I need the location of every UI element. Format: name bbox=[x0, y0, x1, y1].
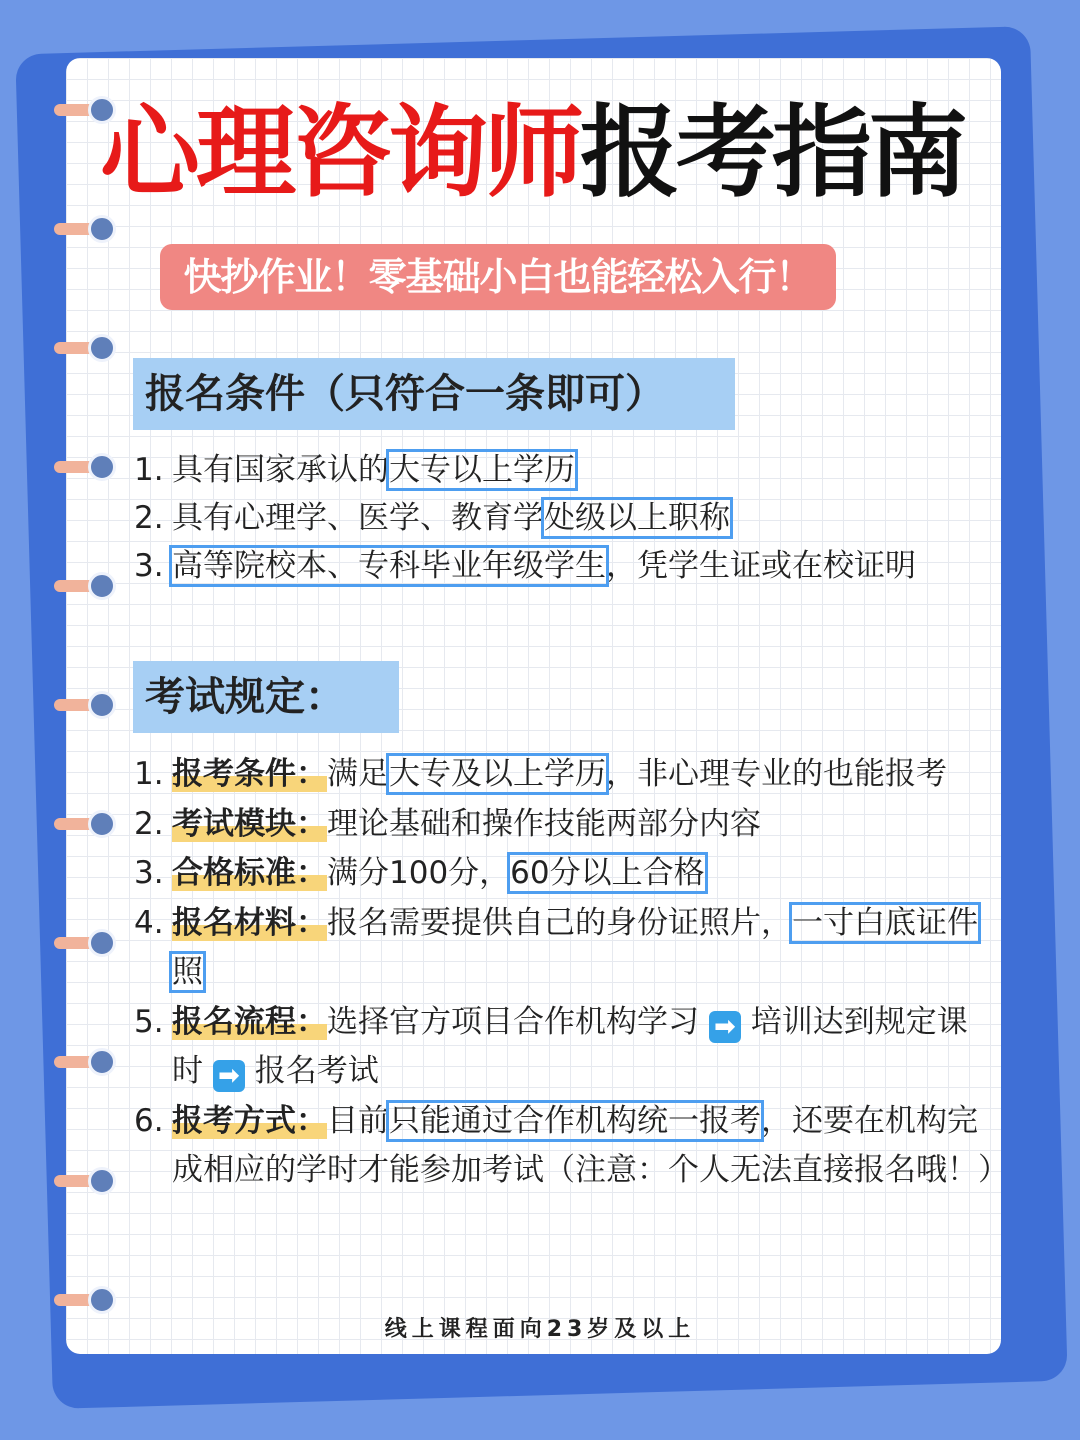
item-text: 满分100分， bbox=[327, 855, 511, 891]
highlight-key: 考试模块： bbox=[172, 805, 327, 842]
subtitle-banner: 快抄作业！零基础小白也能轻松入行！ bbox=[160, 244, 836, 310]
binder-ring-icon bbox=[54, 1167, 114, 1193]
item-number: 2. bbox=[134, 500, 164, 536]
process-step: 报名考试 bbox=[254, 1053, 379, 1089]
highlight-key: 报考方式： bbox=[172, 1102, 327, 1139]
item-text: 报名需要提供自己的身份证照片， bbox=[327, 904, 792, 941]
boxed-text: 大专及以上学历 bbox=[389, 756, 606, 792]
item-text: ，凭学生证或在校证明 bbox=[606, 548, 916, 584]
binder-ring-icon bbox=[54, 453, 114, 479]
item-number: 1. bbox=[134, 756, 164, 792]
boxed-text: 只能通过合作机构统一报考 bbox=[389, 1102, 761, 1139]
boxed-text: 大专以上学历 bbox=[389, 452, 575, 488]
highlight-key: 合格标准： bbox=[172, 855, 327, 891]
highlight-key: 报考条件： bbox=[172, 756, 327, 792]
list-item bbox=[134, 998, 994, 1097]
title-red-part: 心理咨询师 bbox=[100, 94, 580, 211]
title-black-part: 报考指南 bbox=[580, 94, 964, 211]
boxed-text: 高等院校本、专科毕业年级学生 bbox=[172, 548, 606, 584]
item-text: 具有心理学、医学、教育学 bbox=[172, 500, 544, 536]
item-text: 目前 bbox=[327, 1102, 389, 1139]
list-item bbox=[134, 1097, 1009, 1196]
item-number: 6. bbox=[134, 1102, 164, 1139]
binder-ring-icon bbox=[54, 1048, 114, 1074]
binder-ring-icon bbox=[54, 334, 114, 360]
item-text: ，还要在机构完成相应的学时才能参加考试（注意：个人无法直接报名哦！） bbox=[172, 1102, 1009, 1188]
section-heading-exam-rules: 考试规定： bbox=[133, 661, 399, 733]
item-number: 2. bbox=[134, 805, 164, 842]
binder-ring-icon bbox=[54, 215, 114, 241]
highlight-key: 报名材料： bbox=[172, 904, 327, 941]
list-item bbox=[134, 542, 994, 590]
exam-rules-list bbox=[134, 750, 1009, 1196]
item-number: 1. bbox=[134, 452, 164, 488]
list-item bbox=[134, 800, 994, 850]
list-item bbox=[134, 446, 994, 494]
arrow-right-icon: ➡ bbox=[709, 1011, 741, 1043]
binder-ring-icon bbox=[54, 810, 114, 836]
highlight-key: 报名流程： bbox=[172, 1003, 327, 1040]
item-text: ，非心理专业的也能报考 bbox=[606, 756, 947, 792]
item-number: 3. bbox=[134, 855, 164, 891]
item-text: 理论基础和操作技能两部分内容 bbox=[327, 805, 761, 842]
process-step: 培训达到规定课时 bbox=[172, 1003, 968, 1089]
binder-ring-icon bbox=[54, 929, 114, 955]
process-step: 选择官方项目合作机构学习 bbox=[327, 1003, 699, 1040]
list-item bbox=[134, 750, 994, 800]
arrow-right-icon: ➡ bbox=[213, 1060, 245, 1092]
boxed-text: 一寸白底证件照 bbox=[172, 904, 978, 990]
binder-ring-icon bbox=[54, 691, 114, 717]
list-item bbox=[134, 849, 994, 899]
boxed-text: 60分以上合格 bbox=[510, 855, 705, 891]
page-title bbox=[100, 88, 990, 218]
item-number: 3. bbox=[134, 548, 164, 584]
list-item bbox=[134, 899, 994, 998]
requirements-list bbox=[134, 446, 994, 590]
item-text: 具有国家承认的 bbox=[172, 452, 389, 488]
item-text: 满足 bbox=[327, 756, 389, 792]
binder-ring-icon bbox=[54, 1286, 114, 1312]
binder-ring-icon bbox=[54, 572, 114, 598]
section-heading-requirements: 报名条件（只符合一条即可） bbox=[133, 358, 735, 430]
item-number: 4. bbox=[134, 904, 164, 941]
list-item bbox=[134, 494, 994, 542]
item-number: 5. bbox=[134, 1003, 164, 1040]
boxed-text: 处级以上职称 bbox=[544, 500, 730, 536]
footer-note: 线上课程面向23岁及以上 bbox=[384, 1317, 696, 1342]
